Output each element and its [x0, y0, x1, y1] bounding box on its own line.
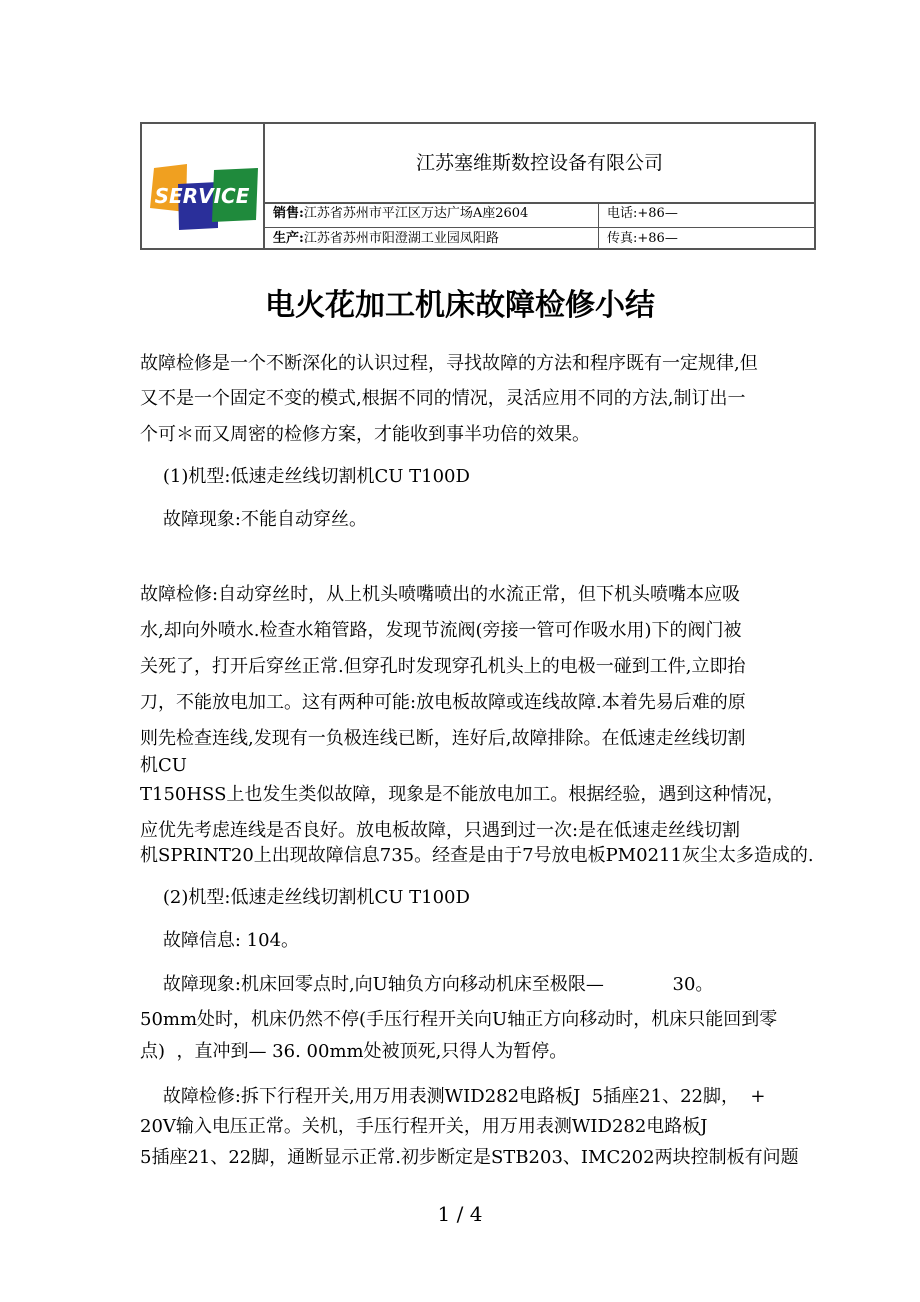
text-line: 水,却向外喷水.检查水箱管路，发现节流阀(旁接一管可作吸水用)下的阀门被 [140, 620, 742, 641]
text-line: 5插座21、22脚，通断显示正常.初步断定是STB203、IMC202两块控制板有问题 [140, 1147, 799, 1168]
text-line: 故障检修:拆下行程开关,用万用表测WID282电路板J 5插座21、22脚， + [140, 1086, 766, 1107]
text-line: 50mm处时，机床仍然不停(手压行程开关向U轴正方向移动时，机床只能回到零 [140, 1009, 778, 1030]
text-line: 故障信息: 104。 [140, 930, 300, 951]
text-line: (1)机型:低速走丝线切割机CU T100D [140, 466, 470, 487]
text-line: 个可＊而又周密的检修方案，才能收到事半功倍的效果。 [140, 424, 590, 445]
svg-text:SERVICE: SERVICE [154, 184, 250, 208]
text-line: 又不是一个固定不变的模式,根据不同的情况，灵活应用不同的方法,制订出一 [140, 388, 746, 409]
page-number: 1 / 4 [437, 1202, 483, 1226]
text-line: 刀，不能放电加工。这有两种可能:放电板故障或连线故障.本着先易后难的原 [140, 692, 746, 713]
text-line: 关死了，打开后穿丝正常.但穿孔时发现穿孔机头上的电极一碰到工件,立即抬 [140, 656, 746, 677]
phone: 电话:+86— [599, 202, 814, 228]
sales-address [265, 202, 598, 228]
text-line: 故障现象:机床回零点时,向U轴负方向移动机床至极限— 30。 [140, 974, 714, 995]
fax: 传真:+86— [607, 231, 678, 246]
text-line: 故障检修:自动穿丝时，从上机头喷嘴喷出的水流正常，但下机头喷嘴本应吸 [140, 584, 741, 605]
text-line: 机SPRINT20上出现故障信息735。经查是由于7号放电板PM0211灰尘太多造成的. [140, 845, 814, 866]
sales-addr: 江苏省苏州市平江区万达广场A座2604 [303, 206, 529, 221]
text-line: T150HSS上也发生类似故障，现象是不能放电加工。根据经验，遇到这种情况， [140, 784, 785, 805]
divider [598, 202, 599, 250]
letterhead-table [140, 122, 816, 250]
text-line: 故障现象:不能自动穿丝。 [140, 509, 367, 530]
doc-title: 电火花加工机床故障检修小结 [265, 288, 655, 323]
text-line: (2)机型:低速走丝线切割机CU T100D [140, 887, 470, 908]
prod-addr: 江苏省苏州市阳澄湖工业园凤阳路 [303, 231, 499, 246]
production-address [265, 228, 598, 250]
text-line: 故障检修是一个不断深化的认识过程，寻找故障的方法和程序既有一定规律,但 [140, 353, 758, 374]
text-line: 应优先考虑连线是否良好。放电板故障，只遇到过一次:是在低速走丝线切割 [140, 820, 741, 841]
service-logo [142, 124, 265, 248]
sales-label: 销售: [273, 206, 304, 221]
text-line: 则先检查连线,发现有一负极连线已断，连好后,故障排除。在低速走丝线切割 [140, 728, 746, 749]
text-line: 点) ，直冲到— 36. 00mm处被顶死,只得人为暂停。 [140, 1041, 568, 1062]
company-name: 江苏塞维斯数控设备有限公司 [265, 124, 814, 204]
text-line: 20V输入电压正常。关机，手压行程开关，用万用表测WID282电路板J [140, 1116, 708, 1137]
prod-label: 生产: [273, 231, 304, 246]
text-line: 机CU [140, 755, 187, 776]
